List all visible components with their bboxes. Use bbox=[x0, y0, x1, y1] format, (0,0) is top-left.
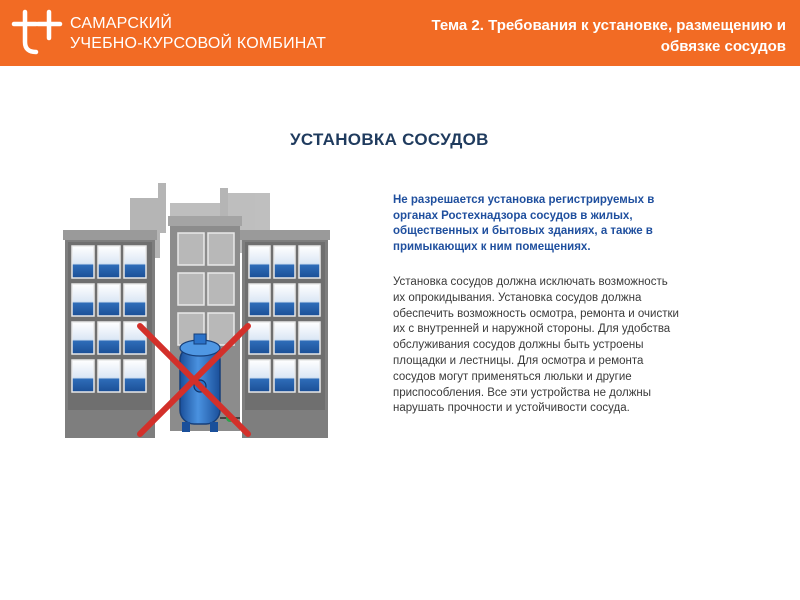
window-icon bbox=[72, 284, 94, 316]
topic-title-line-1: Тема 2. Требования к установке, размещению и bbox=[431, 17, 786, 34]
body-line: их опрокидывания. Установка сосудов должна bbox=[393, 291, 642, 304]
warning-line: общественных и бытовых зданиях, а также в bbox=[393, 225, 653, 237]
window-icon bbox=[299, 322, 320, 354]
window-icon bbox=[249, 246, 270, 278]
window-icon bbox=[98, 360, 120, 392]
header-bar bbox=[0, 0, 800, 66]
window-icon bbox=[249, 322, 270, 354]
window-icon bbox=[274, 246, 295, 278]
body-line: нарушать прочности и устойчивости сосуда. bbox=[393, 402, 630, 415]
window-icon bbox=[208, 273, 234, 305]
body-line: их с внутренней и наружной стороны. Для удобства bbox=[393, 323, 671, 336]
window-icon bbox=[249, 284, 270, 316]
organization-name bbox=[70, 14, 326, 54]
window-icon bbox=[208, 233, 234, 265]
window-icon bbox=[274, 284, 295, 316]
window-icon bbox=[178, 233, 204, 265]
warning-line: примыкающих к ним помещениях. bbox=[393, 240, 591, 253]
window-icon bbox=[178, 273, 204, 305]
window-icon bbox=[98, 322, 120, 354]
warning-line: органах Ростехнадзора сосудов в жилых, bbox=[393, 209, 633, 222]
window-icon bbox=[98, 284, 120, 316]
window-icon bbox=[299, 284, 320, 316]
window-icon bbox=[124, 284, 146, 316]
window-icon bbox=[124, 360, 146, 392]
org-name-line-2: УЧЕБНО-КУРСОВОЙ КОМБИНАТ bbox=[70, 35, 327, 52]
window-icon bbox=[274, 360, 295, 392]
window-icon bbox=[299, 360, 320, 392]
body-line: приспособления. Все эти устройства не должны bbox=[393, 386, 652, 399]
body-line: сосудов могут применяться люльки и другие bbox=[393, 370, 632, 383]
window-icon bbox=[274, 322, 295, 354]
window-icon bbox=[72, 246, 94, 278]
body-line: обеспечить возможность осмотра, ремонта и очистки bbox=[393, 307, 679, 320]
body-line: Установка сосудов должна исключать возможность bbox=[393, 276, 668, 288]
company-logo-icon bbox=[10, 8, 66, 58]
window-icon bbox=[124, 246, 146, 278]
body-line: площадки и лестницы. Для осмотра и ремонта bbox=[393, 354, 644, 367]
org-name-line-1: САМАРСКИЙ bbox=[70, 15, 173, 32]
window-icon bbox=[72, 322, 94, 354]
building-vessel-illustration bbox=[60, 178, 345, 443]
window-icon bbox=[98, 246, 120, 278]
topic-title-line-2: обвязке сосудов bbox=[660, 38, 786, 55]
window-icon bbox=[299, 246, 320, 278]
warning-line: Не разрешается установка регистрируемых в bbox=[393, 194, 655, 206]
topic-title bbox=[336, 15, 786, 57]
window-icon bbox=[249, 360, 270, 392]
body-line: обслуживания сосудов должны быть устроены bbox=[393, 339, 644, 352]
warning-text bbox=[393, 193, 753, 255]
body-text bbox=[393, 275, 763, 417]
window-icon bbox=[72, 360, 94, 392]
slide-title: УСТАНОВКА СОСУДОВ bbox=[290, 130, 489, 149]
